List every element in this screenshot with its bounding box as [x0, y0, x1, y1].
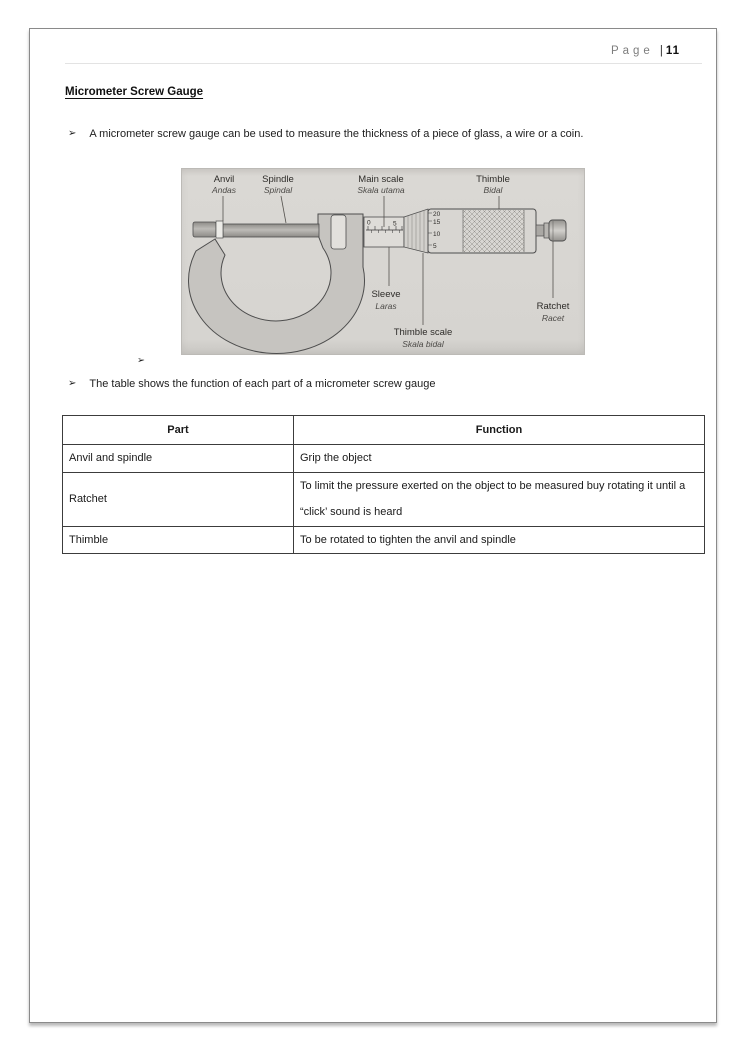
bullet-arrow-icon: ➢ — [68, 378, 77, 389]
table-row — [63, 445, 705, 473]
micrometer-ratchet — [536, 220, 566, 241]
micrometer-lock-ring — [331, 215, 346, 249]
figure-label-ratchet-my: Racet — [541, 313, 565, 323]
figure-label-anvil: Anvil — [213, 174, 235, 185]
main-scale-number-5: 5 — [393, 220, 397, 228]
header-divider — [65, 63, 702, 64]
figure-label-anvil-my: Andas — [211, 185, 237, 195]
figure-label-thimble: Thimble — [476, 174, 510, 185]
figure-label-ratchet: Ratchet — [536, 301, 570, 312]
thimble-scale-number-5: 5 — [433, 243, 437, 250]
micrometer-diagram — [182, 169, 584, 354]
page-header-separator: | — [659, 45, 663, 57]
page-header — [611, 45, 680, 57]
part-cell: Thimble — [63, 526, 294, 554]
page-header-label: Page — [610, 45, 654, 57]
bullet-arrow-icon: ➢ — [68, 128, 77, 139]
document-page — [29, 28, 717, 1023]
micrometer-thimble — [404, 209, 536, 253]
bullet-intro — [68, 127, 668, 141]
figure-label-thimble-scale: Thimble scale — [393, 327, 453, 338]
figure-label-main-scale: Main scale — [358, 174, 404, 185]
page-title: Micrometer Screw Gauge — [65, 86, 204, 98]
page-number: 11 — [665, 45, 680, 57]
parts-function-table — [62, 415, 705, 554]
column-header-function: Function — [294, 416, 705, 445]
figure-label-main-scale-my: Skala utama — [357, 185, 405, 195]
micrometer-spindle — [223, 224, 319, 237]
micrometer-figure — [181, 168, 585, 355]
figure-label-spindle-my: Spindal — [263, 185, 293, 195]
thimble-scale-number-20: 20 — [433, 211, 441, 218]
figure-label-spindle: Spindle — [262, 174, 294, 185]
bullet-table-intro — [68, 377, 668, 391]
function-cell: Grip the object — [294, 445, 705, 473]
figure-label-thimble-scale-my: Skala bidal — [402, 339, 444, 349]
figure-label-sleeve-my: Laras — [375, 301, 397, 311]
function-cell: To be rotated to tighten the anvil and spindle — [294, 526, 705, 554]
thimble-scale-number-15: 15 — [433, 219, 441, 226]
table-header-row — [63, 416, 705, 445]
stray-bullet-arrow-icon: ➢ — [137, 355, 145, 366]
table-row — [63, 472, 705, 526]
part-cell: Ratchet — [63, 472, 294, 526]
table-row — [63, 526, 705, 554]
bullet-intro-text: A micrometer screw gauge can be used to measure the thickness of a piece of glass, a wire or a coin. — [89, 128, 584, 140]
function-cell: To limit the pressure exerted on the object to be measured buy rotating it until a “click’ sound is heard — [294, 472, 705, 526]
micrometer-anvil — [193, 222, 216, 237]
main-scale-number-0: 0 — [367, 219, 371, 227]
thimble-scale-number-10: 10 — [433, 231, 441, 238]
column-header-part: Part — [63, 416, 294, 445]
figure-label-sleeve: Sleeve — [371, 289, 401, 300]
figure-label-thimble-my: Bidal — [483, 185, 503, 195]
micrometer-anvil-face — [216, 221, 223, 238]
bullet-table-intro-text: The table shows the function of each part of a micrometer screw gauge — [89, 378, 436, 390]
part-cell: Anvil and spindle — [63, 445, 294, 473]
